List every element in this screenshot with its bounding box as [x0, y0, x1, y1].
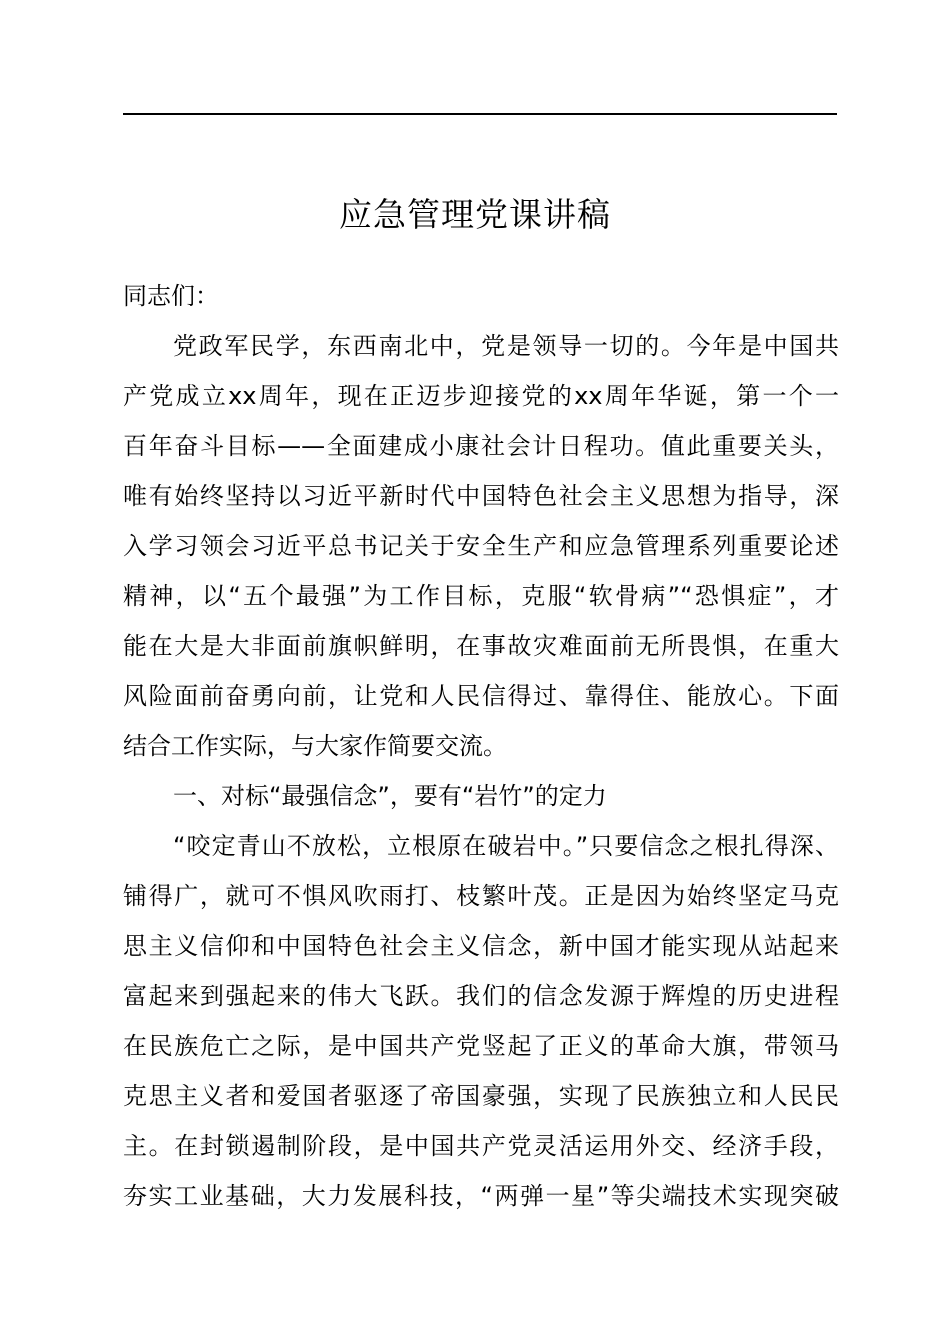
- body-line: 夯实工业基础，大力发展科技，“两弹一星”等尖端技术实现突破: [123, 1182, 839, 1210]
- body-line: 一、对标“最强信念”，要有“岩竹”的定力: [173, 782, 607, 810]
- body-line: 百年奋斗目标——全面建成小康社会计日程功。值此重要关头，: [123, 432, 839, 460]
- body-line: 精神，以“五个最强”为工作目标，克服“软骨病”“恐惧症”，才: [123, 582, 839, 610]
- body-line: 克思主义者和爱国者驱逐了帝国豪强，实现了民族独立和人民民: [123, 1082, 839, 1110]
- header-rule: [123, 113, 837, 115]
- body-line: 铺得广，就可不惧风吹雨打、枝繁叶茂。正是因为始终坚定马克: [123, 882, 839, 910]
- body-line: 入学习领会习近平总书记关于安全生产和应急管理系列重要论述: [123, 532, 839, 560]
- body-line: 党政军民学，东西南北中，党是领导一切的。今年是中国共: [173, 332, 839, 360]
- body-line: 风险面前奋勇向前，让党和人民信得过、靠得住、能放心。下面: [123, 682, 839, 710]
- body-line: 同志们：: [123, 282, 219, 310]
- body-line: 富起来到强起来的伟大飞跃。我们的信念发源于辉煌的历史进程: [123, 982, 839, 1010]
- body-line: 结合工作实际，与大家作简要交流。: [123, 732, 507, 760]
- body-line: 唯有始终坚持以习近平新时代中国特色社会主义思想为指导，深: [123, 482, 839, 510]
- body-line: 思主义信仰和中国特色社会主义信念，新中国才能实现从站起来: [123, 932, 839, 960]
- body-line: 产党成立xx周年，现在正迈步迎接党的xx周年华诞，第一个一: [123, 382, 839, 410]
- document-title: 应急管理党课讲稿: [339, 195, 611, 235]
- body-line: “咬定青山不放松，立根原在破岩中。”只要信念之根扎得深、: [173, 832, 839, 860]
- body-line: 在民族危亡之际，是中国共产党竖起了正义的革命大旗，带领马: [123, 1032, 839, 1060]
- document-body: [123, 271, 839, 1221]
- body-line: 主。在封锁遏制阶段，是中国共产党灵活运用外交、经济手段，: [123, 1132, 839, 1160]
- body-line: 能在大是大非面前旗帜鲜明，在事故灾难面前无所畏惧，在重大: [123, 632, 839, 660]
